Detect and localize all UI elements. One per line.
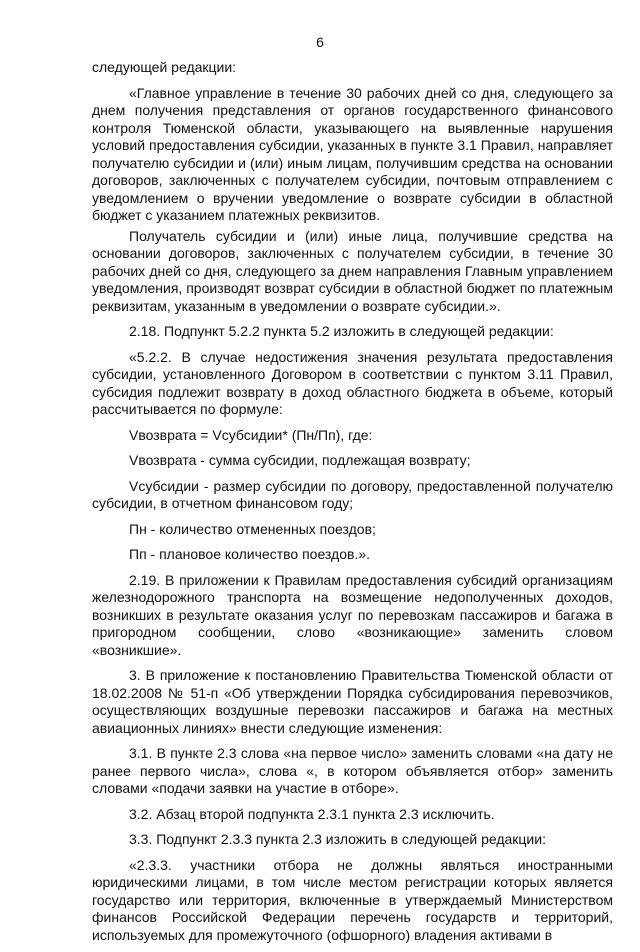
paragraph: 2.18. Подпункт 5.2.2 пункта 5.2 изложить в следующей редакции:	[129, 323, 554, 339]
paragraph: 3.2. Абзац второй подпункта 2.3.1 пункта 2.3 исключить.	[129, 805, 495, 822]
paragraph: 3. В приложение к постановлению Правительства Тюменской области от 18.02.2008 № 51-п «Об утверждении Порядка субсидирования перевозчиков, осуществляющих воздушные перевозки пассажиров и багажа на местных авиационных линиях» внести следующие изменения:	[92, 667, 613, 736]
paragraph: «2.3.3. участники отбора не должны являться иностранными юридическими лицами, в том числе местом регистрации которых является государство или территория, включенные в утверждаемый Министерством финансов Российской Федерации перечень государств и территорий, используемых для промежуточного (офшорного) владения активами в	[92, 856, 613, 943]
paragraph: Vсубсидии - размер субсидии по договору, предоставленной получателю субсидии, в отчетном финансовом году;	[92, 477, 613, 511]
paragraph: 3.3. Подпункт 2.3.3 пункта 2.3 изложить в следующей редакции:	[129, 831, 546, 847]
paragraph: 3.1. В пункте 2.3 слова «на первое число» заменить словами «на дату не ранее первого числа», слова «, в котором объявляется отбор» заменить словами «подачи заявки на участие в отборе».	[92, 745, 613, 796]
paragraph: следующей редакции:	[92, 59, 237, 75]
paragraph: Получатель субсидии и (или) иные лица, получившие средства на основании договоров, заключенных с получателем субсидии, в течение 30 рабочих дней со дня, следующего за днем направления Главным управлением уведомления, производят возврат субсидии в областной бюджет по платежным реквизитам, указанным в уведомлении о возврате субсидии.».	[92, 227, 613, 314]
paragraph: Пн - количество отмененных поездов;	[129, 520, 376, 537]
paragraph: Vвозврата - сумма субсидии, подлежащая возврату;	[129, 452, 471, 468]
document-body	[92, 59, 613, 952]
formula: Vвозврата = Vсубсидии* (Пн/Пп), где:	[129, 426, 373, 443]
paragraph: Пп - плановое количество поездов.».	[129, 546, 370, 562]
paragraph: «Главное управление в течение 30 рабочих дней со дня, следующего за днем получения представления от органов государственного финансового контроля Тюменской области, указывающего на выявленные нарушения условий предоставления субсидии, указанных в пункте 3.1 Правил, направляет получателю субсидии и (или) иным лицам, получившим средства на основании договоров, заключенных с получателем субсидии, почтовым отправлением с уведомлением о вручении уведомление о возврате субсидии в областной бюджет с указанием платежных реквизитов.	[92, 84, 613, 223]
page-number: 6	[316, 34, 324, 50]
paragraph: «5.2.2. В случае недостижения значения результата предоставления субсидии, установленного Договором в соответствии с пунктом 3.11 Правил, субсидия подлежит возврату в доход областного бюджета в объеме, который рассчитывается по формуле:	[92, 348, 613, 417]
paragraph: 2.19. В приложении к Правилам предоставления субсидий организациям железнодорожного транспорта на возмещение недополученных доходов, возникших в результате оказания услуг по перевозкам пассажиров и багажа в пригородном сообщении, слово «возникающие» заменить словом «возникшие».	[92, 571, 613, 658]
